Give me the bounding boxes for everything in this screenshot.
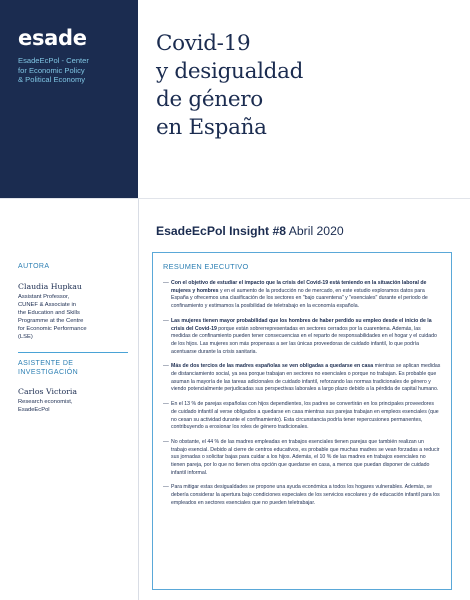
author-description: Assistant Professor, CUNEF & Associate in the Education and Skills Programme at the Centre for Economic Performance (LSE) — [18, 294, 87, 341]
paragraph-bold-lead: Más de dos tercios de las madres españolas se ven obligadas a quedarse en casa — [171, 363, 374, 370]
dash-bullet: — — [163, 484, 169, 491]
paragraph-bold-lead: Con el objetivo de estudiar el impacto que la crisis del Covid-19 está teniendo en la situación laboral de mujeres y hombres — [171, 280, 427, 294]
insight-date: Abril 2020 — [288, 224, 344, 238]
assistant-heading: ASISTENTE DE INVESTIGACIÓN — [18, 360, 79, 376]
paragraph-text: En el 13 % de parejas españolas con hijos dependientes, los padres se convertirán en los principales proveedores de cuidado infantil al verse obligados a quedarse en casa mientras sus parejas trabajan en empleos esenciales (que no cesan su actividad durante el confinamiento). Esta circunstancia podría tener repercusiones permanentes, contribuyendo a erosionar los roles de género tradicionales. — [171, 401, 439, 431]
paragraph-text: mientras se aplican medidas de distanciamiento social, ya sea porque trabajan en sectores no esenciales o porque no trabajan. Es probable que asuman la mayoría de las tareas adicionales de cuidado infantil, reforzando las normas tradicionales de género y viendo potencialmente perjudicadas sus perspectivas laborales a largo plazo debido a la pérdida de capital humano. — [171, 363, 441, 393]
dash-bullet: — — [163, 363, 169, 370]
dash-bullet: — — [163, 438, 169, 445]
summary-paragraph — [163, 484, 441, 507]
paragraph-bold-lead: Las mujeres tienen mayor probabilidad que los hombres de haber perdido su empleo desde el inicio de la crisis del Covid-19 — [171, 317, 432, 332]
header-divider — [0, 198, 470, 199]
column-divider — [138, 198, 139, 600]
assistant-name: Carlos Victoria — [18, 387, 78, 396]
summary-paragraph — [163, 280, 441, 311]
assistant-description: Research economist, EsadeEcPol — [18, 399, 73, 414]
summary-paragraph — [163, 318, 441, 357]
center-name: EsadeEcPol - Center for Economic Policy & Political Economy — [18, 56, 89, 85]
paragraph-text: Para mitigar estas desigualdades se propone una ayuda económica a todos los hogares vulnerables. Además, se debería considerar la apertura bajo condiciones especiales de los servicios escolares y de educación infantil para los empleados en sectores esenciales que no pueden teletrabajar. — [171, 484, 440, 506]
summary-paragraph — [163, 363, 441, 394]
summary-heading: RESUMEN EJECUTIVO — [163, 262, 249, 271]
brand-panel — [0, 0, 138, 198]
document-title: Covid-19 y desigualdad de género en España — [156, 31, 304, 140]
assistant-block — [18, 359, 128, 414]
dash-bullet: — — [163, 280, 169, 286]
insight-series-label: EsadeEcPol Insight #8 — [156, 224, 287, 238]
author-name: Claudia Hupkau — [18, 282, 82, 291]
paragraph-text: y en el aumento de la producción no de mercado, en este estudio exploramos datos para España y ofrecemos una clasificación de los sectores en "bajo cuarentena" y "esenciales" durante el periodo de confinamiento y estimamos la posibilidad de teletrabajo en la economía española. — [171, 287, 428, 310]
paragraph-text: No obstante, el 44 % de las madres empleadas en trabajos esenciales tienen parejas que también realizan un trabajo esencial. Debido al cierre de centros educativos, es probable que muchas madres se vean forzadas a reducir sus jornadas o solicitar bajas para cuidar a los hijos. Además, el 10 % de las madres en trabajos esenciales no tienen pareja, por lo que no tienen otra opción que quedarse en casa, a menos que puedan disponer de cuidado infantil informal. — [171, 438, 440, 476]
author-heading: AUTORA — [18, 263, 50, 270]
summary-paragraph — [163, 439, 441, 478]
summary-paragraph — [163, 401, 441, 432]
sidebar-rule — [18, 352, 128, 353]
executive-summary-box — [152, 252, 452, 590]
esade-logo: esade — [18, 26, 87, 50]
paragraph-text: porque están sobrerrepresentadas en sectores cerrados por la cuarentena. Además, las medidas de confinamiento pueden tener consecuencias en el reparto de responsabilidades en el hogar y el cuidado de los hijos. Las mujeres son más propensas a ser las únicas proveedoras de cuidado infantil, lo que podría acentuarse durante la crisis sanitaria. — [171, 325, 437, 355]
author-block — [18, 262, 128, 342]
insight-line — [156, 224, 344, 238]
dash-bullet: — — [163, 317, 169, 324]
dash-bullet: — — [163, 401, 169, 408]
